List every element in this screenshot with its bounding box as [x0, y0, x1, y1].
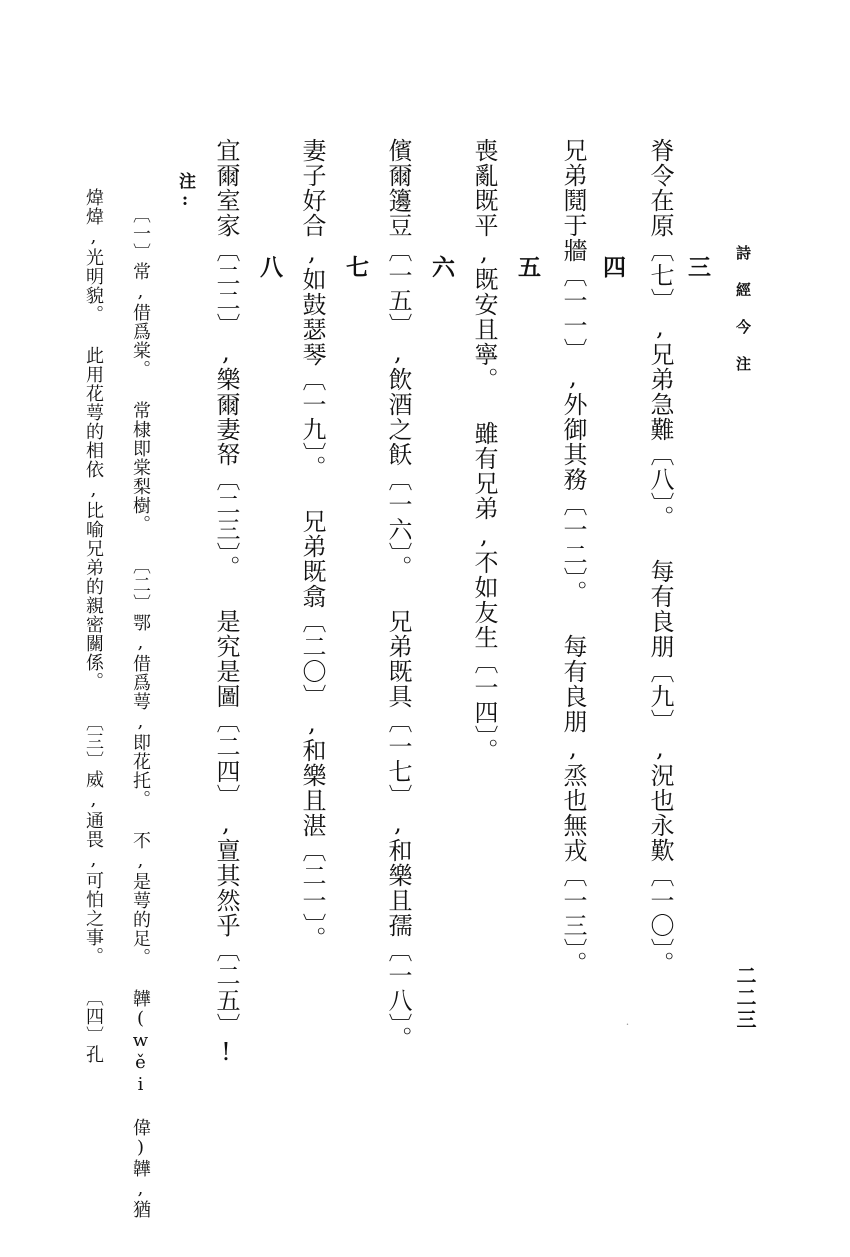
stanza-line-6: 儐爾籩豆〔一五〕,飲酒之飫〔一六〕。 兄弟既具〔一七〕,和樂且孺〔一八〕。 [384, 138, 412, 1051]
stanza-line-3: 脊令在原〔七〕,兄弟急難〔八〕。 每有良朋〔九〕,況也永歎〔一〇〕。 [646, 138, 674, 976]
stanza-number-5: 五 [514, 255, 541, 279]
stanza-number-4: 四 [599, 255, 626, 279]
stanza-line-4: 兄弟鬩于牆〔一一〕,外御其務〔一二〕。 每有良朋,烝也無戎〔一三〕。 [559, 138, 587, 976]
stanza-number-3: 三 [684, 255, 711, 279]
note-line: 煒煒,光明貌。 此用花萼的相依,比喻兄弟的親密關係。 〔三〕威,通畏,可怕之事。 〔四〕孔 [83, 188, 104, 1064]
stanza-number-6: 六 [428, 255, 455, 279]
stanza-line-5: 喪亂既平,既安且寧。 雖有兄弟,不如友生〔一四〕。 [470, 138, 498, 763]
notes-label: 注: [175, 172, 195, 211]
stanza-number-8: 八 [256, 255, 283, 279]
stanza-line-7: 妻子好合,如鼓瑟琴〔一九〕。 兄弟既翕〔二〇〕,和樂且湛〔二一〕。 [298, 138, 326, 951]
page-number: 二二三 [733, 965, 757, 1031]
stanza-number-7: 七 [342, 255, 369, 279]
note-line: 〔一〕常,借爲棠。 常棣即棠梨樹。 〔二〕鄂,借爲萼,即花托。 不,是萼的足。 韡(wěi 偉)韡,猶 [130, 205, 151, 1219]
stanza-line-8: 宜爾室家〔二二〕,樂爾妻帑〔二三〕。 是究是圖〔二四〕,亶其然乎〔二五〕! [212, 138, 240, 1067]
book-title: 詩經今注 [734, 245, 752, 393]
scan-speck: · [621, 1018, 634, 1032]
